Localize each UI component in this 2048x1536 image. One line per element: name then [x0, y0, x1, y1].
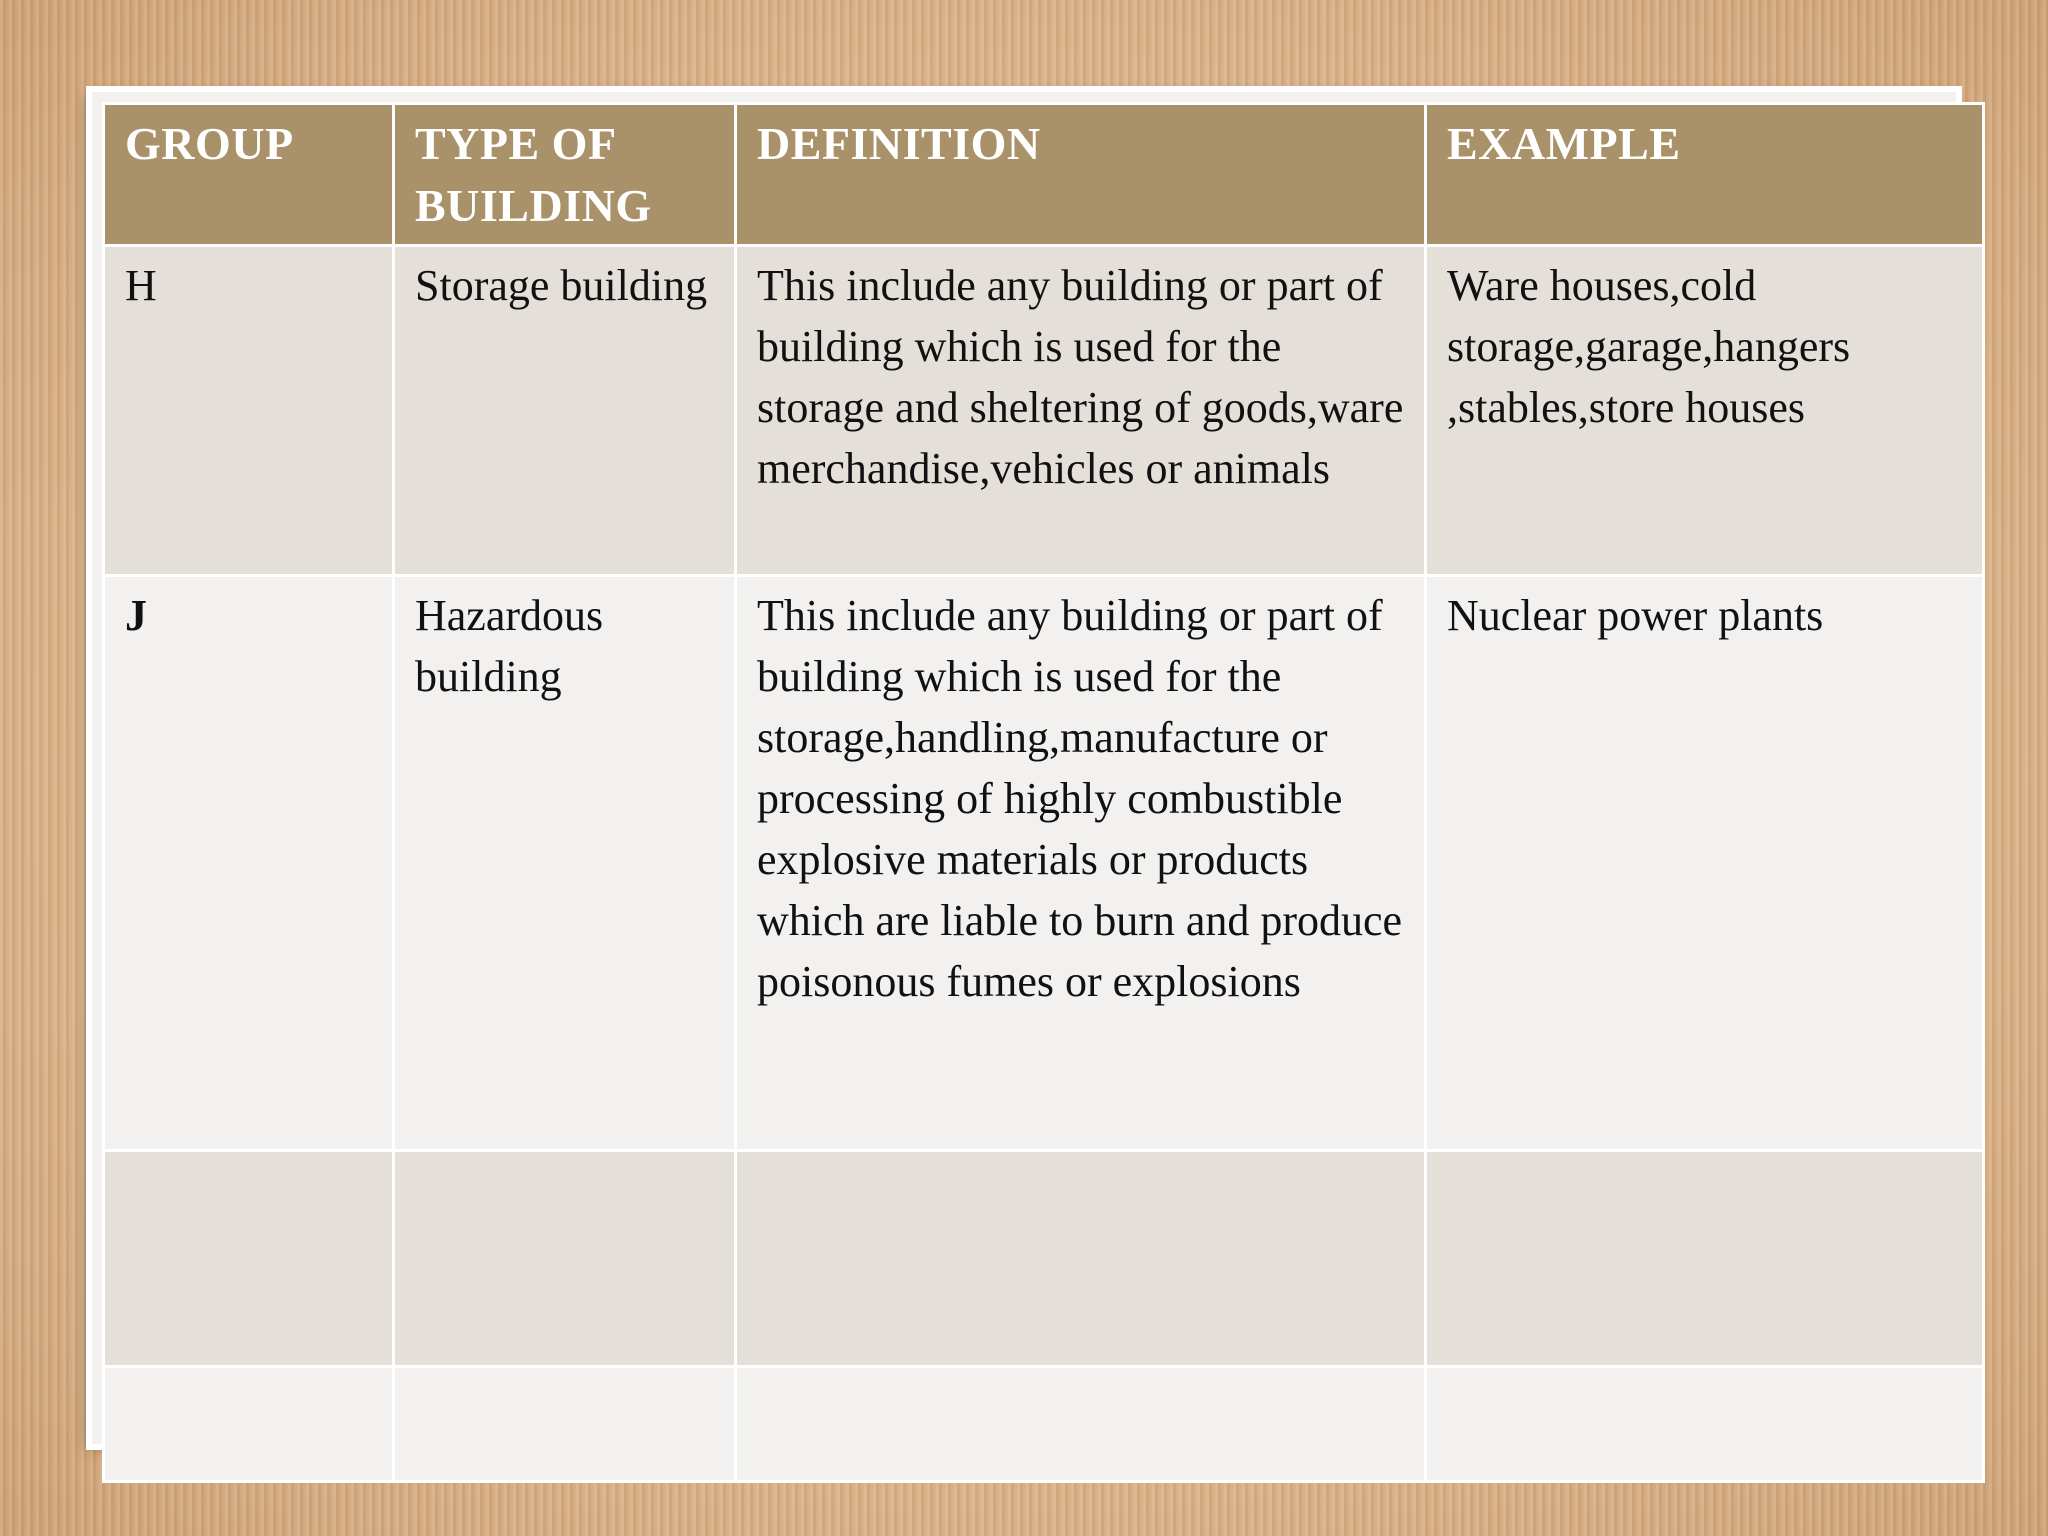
- cell-group: H: [104, 246, 394, 576]
- table-row-empty: [104, 1367, 1984, 1482]
- building-classification-table: [102, 102, 1985, 1483]
- table-row-group-h: [104, 246, 1984, 576]
- cell-type: Storage building: [394, 246, 736, 576]
- cell-group: [104, 1151, 394, 1367]
- cell-type: Hazardous building: [394, 576, 736, 1151]
- header-example: EXAMPLE: [1426, 104, 1984, 246]
- cell-type: [394, 1151, 736, 1367]
- table-header-row: [104, 104, 1984, 246]
- cell-definition: [736, 1151, 1426, 1367]
- header-definition: DEFINITION: [736, 104, 1426, 246]
- cell-definition: This include any building or part of building which is used for the storage and sheltering of goods,ware merchandise,vehicles or animals: [736, 246, 1426, 576]
- header-group: GROUP: [104, 104, 394, 246]
- cell-group: [104, 1367, 394, 1482]
- cell-type: [394, 1367, 736, 1482]
- cell-definition: This include any building or part of building which is used for the storage,handling,manufacture or processing of highly combustible explosive materials or products which are liable to burn and produce poisonous fumes or explosions: [736, 576, 1426, 1151]
- table-row-group-j: [104, 576, 1984, 1151]
- cell-definition: [736, 1367, 1426, 1482]
- cell-example: [1426, 1151, 1984, 1367]
- header-type-of-building: TYPE OF BUILDING: [394, 104, 736, 246]
- cell-example: Ware houses,cold storage,garage,hangers ,stables,store houses: [1426, 246, 1984, 576]
- table-row-empty: [104, 1151, 1984, 1367]
- cell-example: [1426, 1367, 1984, 1482]
- cell-example: Nuclear power plants: [1426, 576, 1984, 1151]
- cell-group: J: [104, 576, 394, 1151]
